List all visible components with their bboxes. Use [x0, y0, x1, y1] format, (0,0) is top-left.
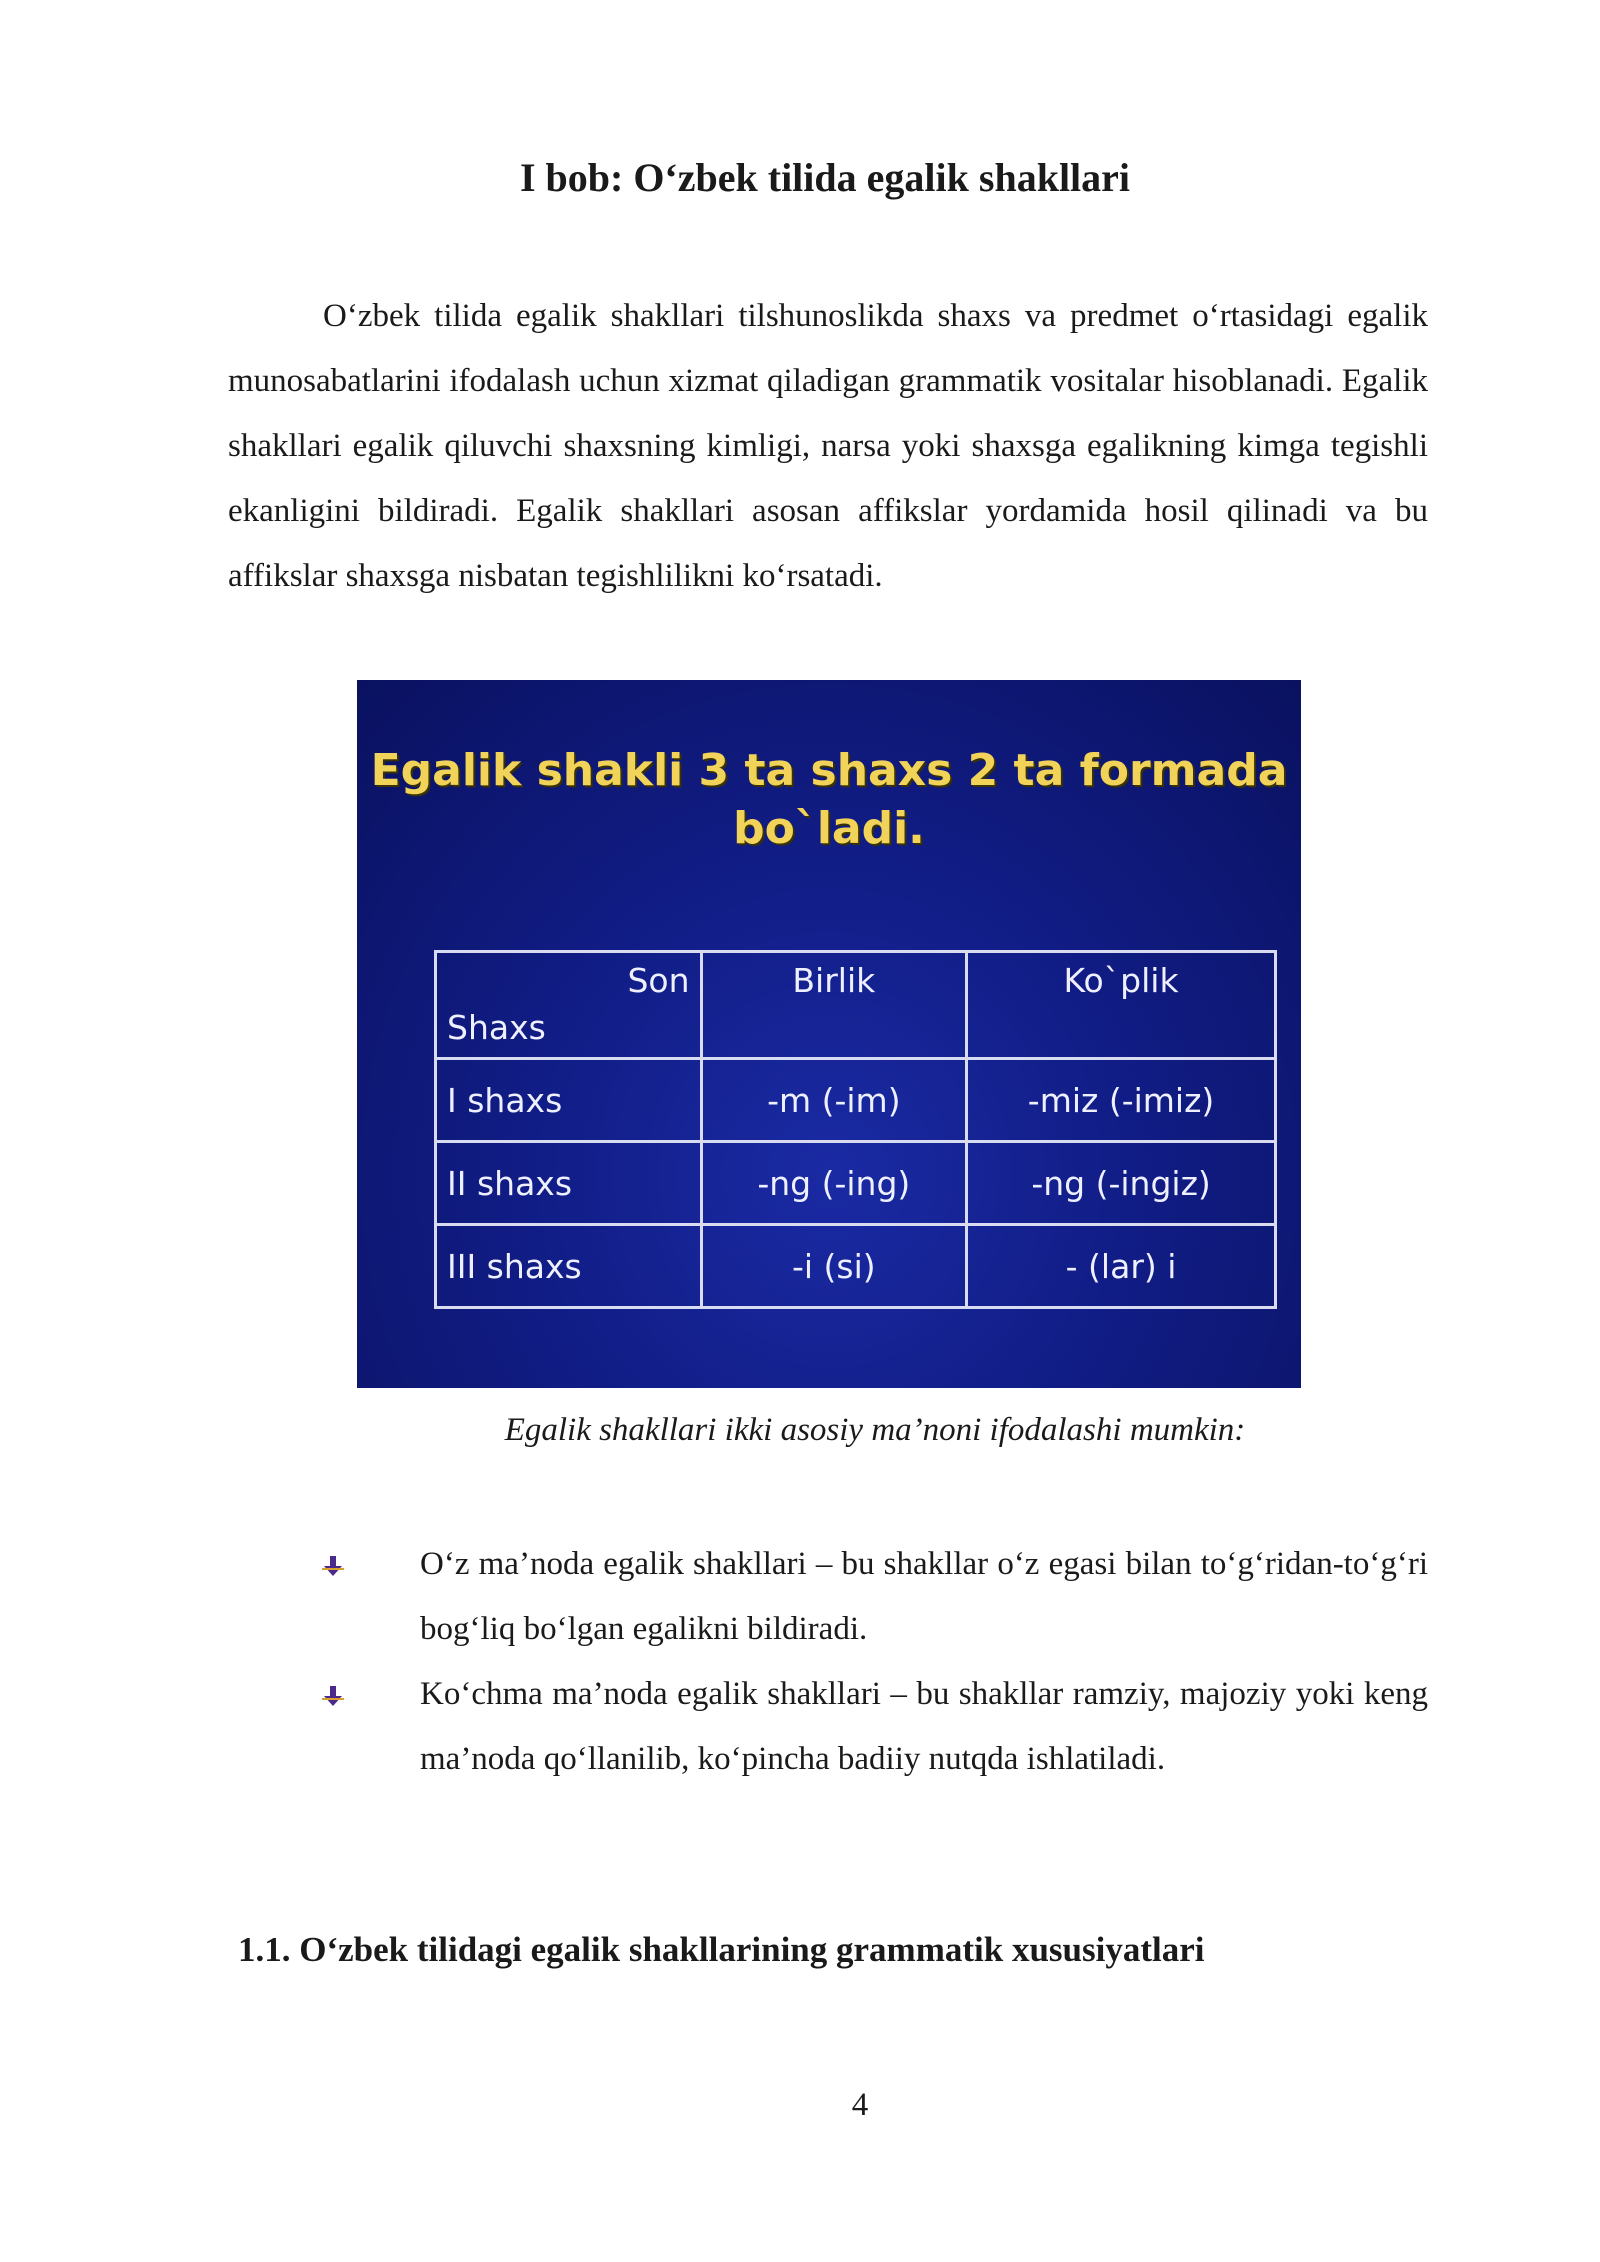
- slide-image: [357, 680, 1301, 1388]
- person-cell: III shaxs: [436, 1225, 702, 1308]
- person-cell: II shaxs: [436, 1142, 702, 1225]
- intro-paragraph: O‘zbek tilida egalik shakllari tilshunoslikda shaxs va predmet o‘rtasidagi egalik munosabatlarini ifodalash uchun xizmat qiladigan grammatik vositalar hisoblanadi. Egalik shakllari egalik qiluvchi shaxsning kimligi, narsa yoki shaxsga egalikning kimga tegishli ekanligini bildiradi. Egalik shakllari asosan affikslar yordamida hosil qilinadi va bu affikslar shaxsga nisbatan tegishlilikni ko‘rsatadi.: [228, 298, 1428, 594]
- corner-label-son: Son: [627, 961, 690, 1000]
- bullet-text: O‘z ma’noda egalik shakllari – bu shakllar o‘z egasi bilan to‘g‘ridan-to‘g‘ri bog‘liq bo‘lgan egalikni bildiradi.: [420, 1546, 1428, 1647]
- singular-cell: -i (si): [701, 1225, 967, 1308]
- plural-cell: -ng (-ingiz): [967, 1142, 1276, 1225]
- column-header-plural: Ko`plik: [967, 952, 1276, 1059]
- table-row: [436, 1142, 1276, 1225]
- plural-cell: -miz (-imiz): [967, 1059, 1276, 1142]
- slide-title: Egalik shakli 3 ta shaxs 2 ta formada bo`ladi.: [370, 745, 1288, 854]
- possessive-forms-table: [434, 950, 1277, 1309]
- bullet-list: [320, 1532, 1428, 1792]
- table-row: [436, 1225, 1276, 1308]
- plural-cell: - (lar) i: [967, 1225, 1276, 1308]
- column-header-singular: Birlik: [701, 952, 967, 1059]
- table-header-row: [436, 952, 1276, 1059]
- arrow-down-bullet-icon: [320, 1682, 346, 1708]
- corner-label-shaxs: Shaxs: [447, 1008, 546, 1047]
- page-number: 4: [851, 2087, 869, 2123]
- table-corner-cell: [436, 952, 702, 1059]
- section-heading: 1.1. O‘zbek tilidagi egalik shakllarining grammatik xususiyatlari: [238, 1930, 1205, 1969]
- figure-caption: Egalik shakllari ikki asosiy ma’noni ifodalashi mumkin:: [504, 1412, 1246, 1448]
- list-item: [320, 1532, 1428, 1662]
- bullet-text: Ko‘chma ma’noda egalik shakllari – bu shakllar ramziy, majoziy yoki keng ma’noda qo‘llanilib, ko‘pincha badiiy nutqda ishlatiladi.: [420, 1676, 1428, 1777]
- chapter-title: I bob: O‘zbek tilida egalik shakllari: [519, 155, 1131, 200]
- arrow-down-bullet-icon: [320, 1552, 346, 1578]
- list-item: [320, 1662, 1428, 1792]
- singular-cell: -ng (-ing): [701, 1142, 967, 1225]
- person-cell: I shaxs: [436, 1059, 702, 1142]
- table-row: [436, 1059, 1276, 1142]
- singular-cell: -m (-im): [701, 1059, 967, 1142]
